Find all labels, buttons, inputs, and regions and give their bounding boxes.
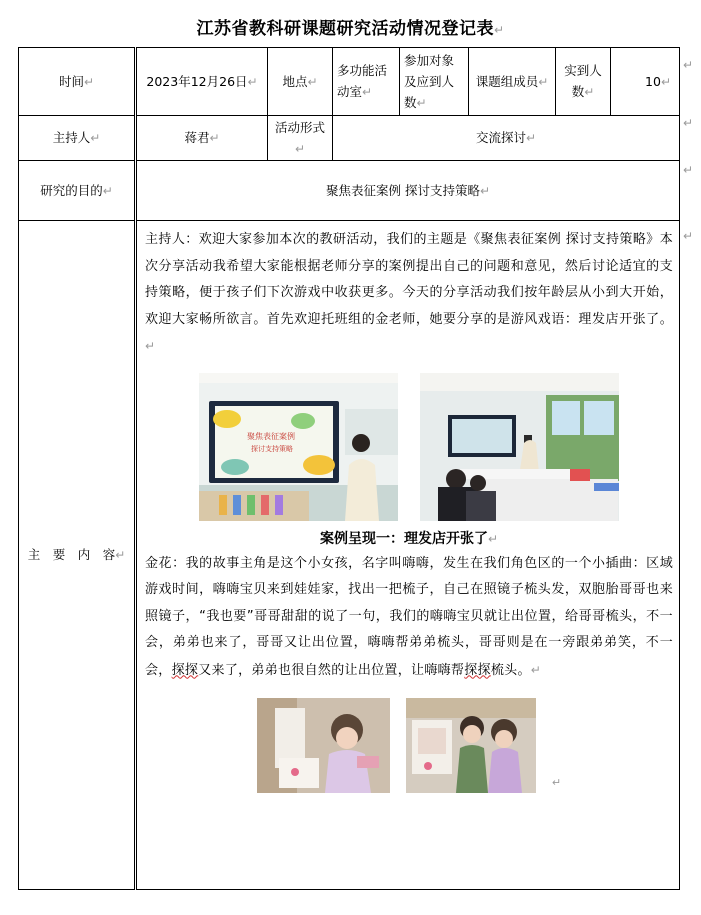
row-time-place	[19, 48, 680, 116]
place-value-cell: 多功能活动室↵	[333, 48, 400, 116]
children-play-photo	[406, 698, 536, 793]
case-story-paragraph: 金花：我的故事主角是这个小女孩，名字叫嗨嗨，发生在我们角色区的一个小插曲：区域游戏时间，嗨嗨宝贝来到娃娃家，找出一把梳子，自己在照镜子梳头发，双胞胎哥哥也来照镜子，“我也要”哥哥甜甜的说了一句，我们的嗨嗨宝贝就让出位置，给哥哥梳头，不一会，弟弟也来了，哥哥又让出位置，嗨嗨帮弟弟梳头，哥哥则是在一旁跟弟弟笑，不一会，探探又来了，弟弟也很自然的让出位置，让嗨嗨帮探探梳头。↵	[145, 555, 673, 678]
screen-title-text: 聚焦表征案例	[247, 431, 295, 441]
row-end-mark: ↵	[683, 116, 694, 130]
photo-row-end-mark: ↵	[551, 776, 562, 789]
time-label-cell: 时间↵	[19, 48, 136, 116]
content-cell	[136, 221, 680, 890]
misspell-highlight: 探探	[464, 662, 491, 678]
presentation-photo	[199, 373, 398, 521]
case-title: 案例呈现一：理发店开张了↵	[319, 530, 499, 547]
photo-row-1	[145, 373, 673, 521]
row-end-mark: ↵	[683, 229, 694, 243]
child-mirror-photo	[257, 698, 390, 793]
purpose-label-cell: 研究的目的↵	[19, 161, 136, 221]
row-end-mark: ↵	[683, 58, 694, 72]
photo-row-2	[145, 698, 673, 793]
host-value-cell: 蒋君↵	[136, 116, 268, 161]
row-end-mark: ↵	[683, 163, 694, 177]
row-content	[19, 221, 680, 890]
misspell-highlight: 探探	[171, 662, 199, 678]
participants-label-cell: 参加对象及应到人数↵	[400, 48, 469, 116]
row-purpose	[19, 161, 680, 221]
time-value-cell: 2023年12月26日↵	[136, 48, 268, 116]
place-label-cell: 地点↵	[268, 48, 333, 116]
actual-value-cell: 10↵	[611, 48, 680, 116]
form-value-cell: 交流探讨↵	[333, 116, 680, 161]
screen-subtitle-text: 探讨支持策略	[251, 444, 293, 453]
actual-label-cell: 实到人数↵	[556, 48, 611, 116]
registration-table	[18, 47, 680, 890]
content-label-cell: 主 要 内 容↵	[19, 221, 136, 890]
form-label-cell: 活动形式↵	[268, 116, 333, 161]
form-title: 江苏省教科研课题研究活动情况登记表↵	[196, 19, 505, 39]
participants-value-cell: 课题组成员↵	[469, 48, 556, 116]
meeting-room-photo	[420, 373, 619, 521]
purpose-value-cell: 聚焦表征案例 探讨支持策略↵	[136, 161, 680, 221]
row-host-form	[19, 116, 680, 161]
host-intro-paragraph: 主持人：欢迎大家参加本次的教研活动，我们的主题是《聚焦表征案例 探讨支持策略》本次分享活动我希望大家能根据老师分享的案例提出自己的问题和意见，然后讨论适宜的支持策略，便于孩子们下次游戏中收获更多。今天的分享活动我们按年龄层从小到大开始，欢迎大家畅所欲言。首先欢迎托班组的金老师，她要分享的是游风戏语：理发店开张了。↵	[145, 232, 673, 353]
host-label-cell: 主持人↵	[19, 116, 136, 161]
